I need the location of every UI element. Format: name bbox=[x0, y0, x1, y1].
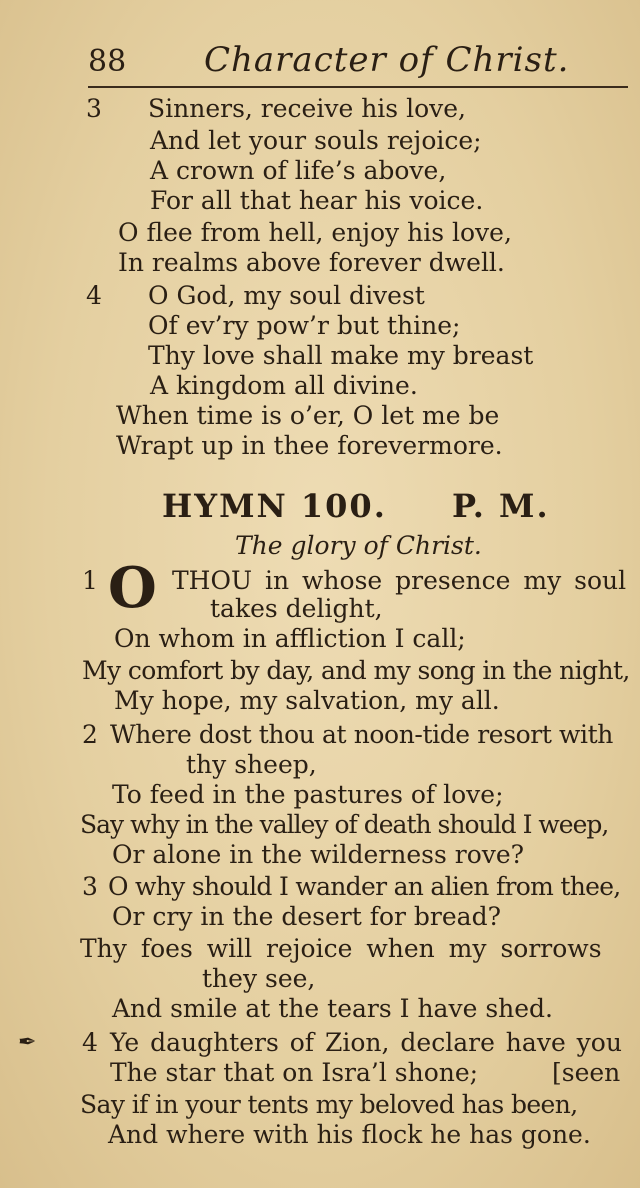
verse-line: When time is o’er, O let me be bbox=[116, 401, 500, 430]
stanza-number: 3 bbox=[82, 872, 98, 901]
page-number: 88 bbox=[88, 44, 127, 79]
verse-line: they see, bbox=[202, 964, 316, 993]
margin-mark: ✒ bbox=[18, 1030, 37, 1055]
verse-line: A crown of life’s above, bbox=[150, 156, 447, 185]
verse-line: Say why in the valley of death should I weep, bbox=[80, 810, 609, 839]
verse-line: And smile at the tears I have shed. bbox=[112, 994, 554, 1023]
verse-line: In realms above forever dwell. bbox=[118, 248, 505, 277]
hymn-heading bbox=[162, 487, 550, 525]
stanza-number: 2 bbox=[82, 720, 98, 749]
verse-line: Wrapt up in thee forevermore. bbox=[116, 431, 503, 460]
verse-line: The star that on Isra’l shone; bbox=[110, 1058, 479, 1087]
verse-line: Say if in your tents my beloved has been, bbox=[80, 1090, 578, 1119]
stanza-number: 3 bbox=[86, 94, 102, 123]
drop-cap: O bbox=[108, 555, 157, 621]
verse-line: Thy love shall make my breast bbox=[148, 341, 534, 370]
hymn-meter: P. M. bbox=[452, 487, 550, 525]
stanza-number: 4 bbox=[86, 281, 102, 310]
verse-line: Of ev’ry pow’r but thine; bbox=[148, 311, 461, 340]
verse-line: On whom in affliction I call; bbox=[114, 624, 466, 653]
verse-line: THOU in whose presence my soul bbox=[172, 566, 627, 595]
hymn-title: HYMN 100. bbox=[162, 487, 387, 525]
verse-line: And where with his flock he has gone. bbox=[108, 1120, 591, 1149]
verse-line: Where dost thou at noon-tide resort with bbox=[110, 720, 613, 749]
hymn-subtitle: The glory of Christ. bbox=[235, 531, 482, 560]
verse-line: Ye daughters of Zion, declare have you bbox=[110, 1028, 622, 1057]
verse-line: A kingdom all divine. bbox=[150, 371, 418, 400]
running-title: Character of Christ. bbox=[204, 40, 570, 80]
verse-line: O why should I wander an alien from thee, bbox=[108, 872, 621, 901]
verse-line: My comfort by day, and my song in the night, bbox=[82, 656, 630, 685]
stanza-number: 1 bbox=[82, 566, 98, 595]
stanza-number: 4 bbox=[82, 1028, 98, 1057]
verse-line: For all that hear his voice. bbox=[150, 186, 484, 215]
verse-line: And let your souls rejoice; bbox=[150, 126, 482, 155]
verse-line-turnover: [seen bbox=[552, 1058, 621, 1087]
verse-line: O God, my soul divest bbox=[148, 281, 425, 310]
verse-line: Thy foes will rejoice when my sorrows bbox=[80, 934, 602, 963]
verse-line: takes delight, bbox=[210, 594, 383, 623]
verse-line: Sinners, receive his love, bbox=[148, 94, 466, 123]
verse-line: To feed in the pastures of love; bbox=[112, 780, 504, 809]
page-header bbox=[88, 40, 628, 84]
verse-line: O flee from hell, enjoy his love, bbox=[118, 218, 512, 247]
verse-line: Or cry in the desert for bread? bbox=[112, 902, 501, 931]
verse-line: Or alone in the wilderness rove? bbox=[112, 840, 525, 869]
header-rule bbox=[88, 86, 628, 88]
verse-line: My hope, my salvation, my all. bbox=[114, 686, 500, 715]
verse-line: thy sheep, bbox=[186, 750, 317, 779]
